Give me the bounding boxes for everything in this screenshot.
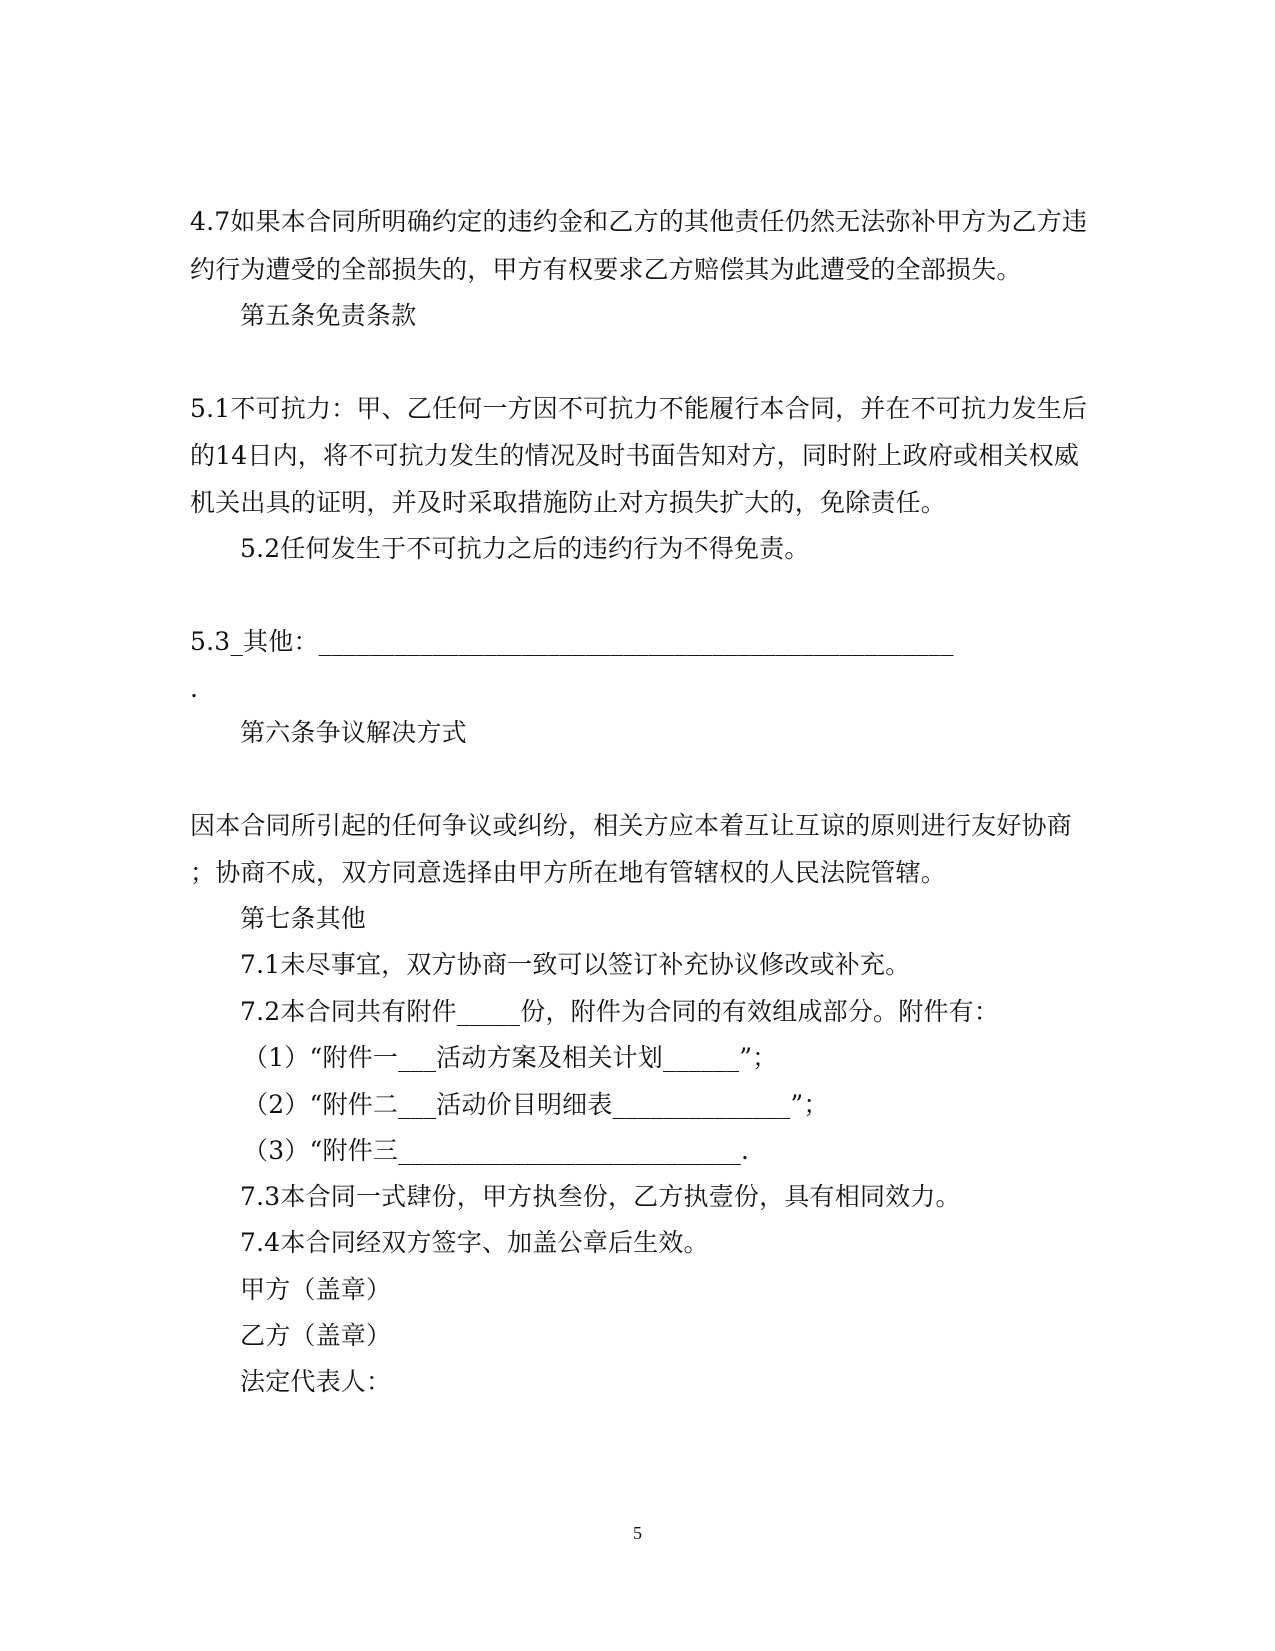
attachment-1: （1）“附件一___活动方案及相关计划______”； xyxy=(243,1043,778,1072)
clause-4-7-line-2: 约行为遭受的全部损失的，甲方有权要求乙方赔偿其为此遭受的全部损失。 xyxy=(190,255,1022,284)
legal-representative: 法定代表人： xyxy=(240,1367,392,1396)
party-b-seal: 乙方（盖章） xyxy=(240,1321,392,1350)
clause-5-3-end: . xyxy=(190,674,199,703)
article-6-text-line-2: ；协商不成，双方同意选择由甲方所在地有管辖权的人民法院管辖。 xyxy=(190,858,947,887)
clause-5-1-line-3: 机关出具的证明，并及时采取措施防止对方损失扩大的，免除责任。 xyxy=(190,488,947,517)
party-a-seal: 甲方（盖章） xyxy=(240,1275,392,1304)
attachment-3: （3）“附件三___________________________. xyxy=(243,1136,750,1165)
clause-5-1-line-2: 的14日内，将不可抗力发生的情况及时书面告知对方，同时附上政府或相关权威 xyxy=(190,441,1080,470)
page-number: 5 xyxy=(633,1523,642,1543)
clause-4-7-line-1: 4.7如果本合同所明确约定的违约金和乙方的其他责任仍然无法弥补甲方为乙方违 xyxy=(190,207,1088,236)
article-5-heading: 第五条免责条款 xyxy=(240,301,417,330)
clause-7-4: 7.4本合同经双方签字、加盖公章后生效。 xyxy=(240,1228,709,1257)
clause-7-1: 7.1未尽事宜，双方协商一致可以签订补充协议修改或补充。 xyxy=(240,950,911,979)
clause-7-2: 7.2本合同共有附件_____份，附件为合同的有效组成部分。附件有： xyxy=(240,997,1000,1026)
clause-5-3: 5.3_其他：__________________________________________________ xyxy=(190,627,954,656)
article-7-heading: 第七条其他 xyxy=(240,904,367,933)
article-6-heading: 第六条争议解决方式 xyxy=(240,718,467,747)
clause-5-2: 5.2任何发生于不可抗力之后的违约行为不得免责。 xyxy=(240,534,810,563)
clause-7-3: 7.3本合同一式肆份，甲方执叁份，乙方执壹份，具有相同效力。 xyxy=(240,1182,961,1211)
article-6-text-line-1: 因本合同所引起的任何争议或纠纷，相关方应本着互让互谅的原则进行友好协商 xyxy=(190,811,1073,840)
clause-5-1-line-1: 5.1不可抗力：甲、乙任何一方因不可抗力不能履行本合同，并在不可抗力发生后 xyxy=(190,394,1088,423)
attachment-2: （2）“附件二___活动价目明细表______________”； xyxy=(243,1090,829,1119)
